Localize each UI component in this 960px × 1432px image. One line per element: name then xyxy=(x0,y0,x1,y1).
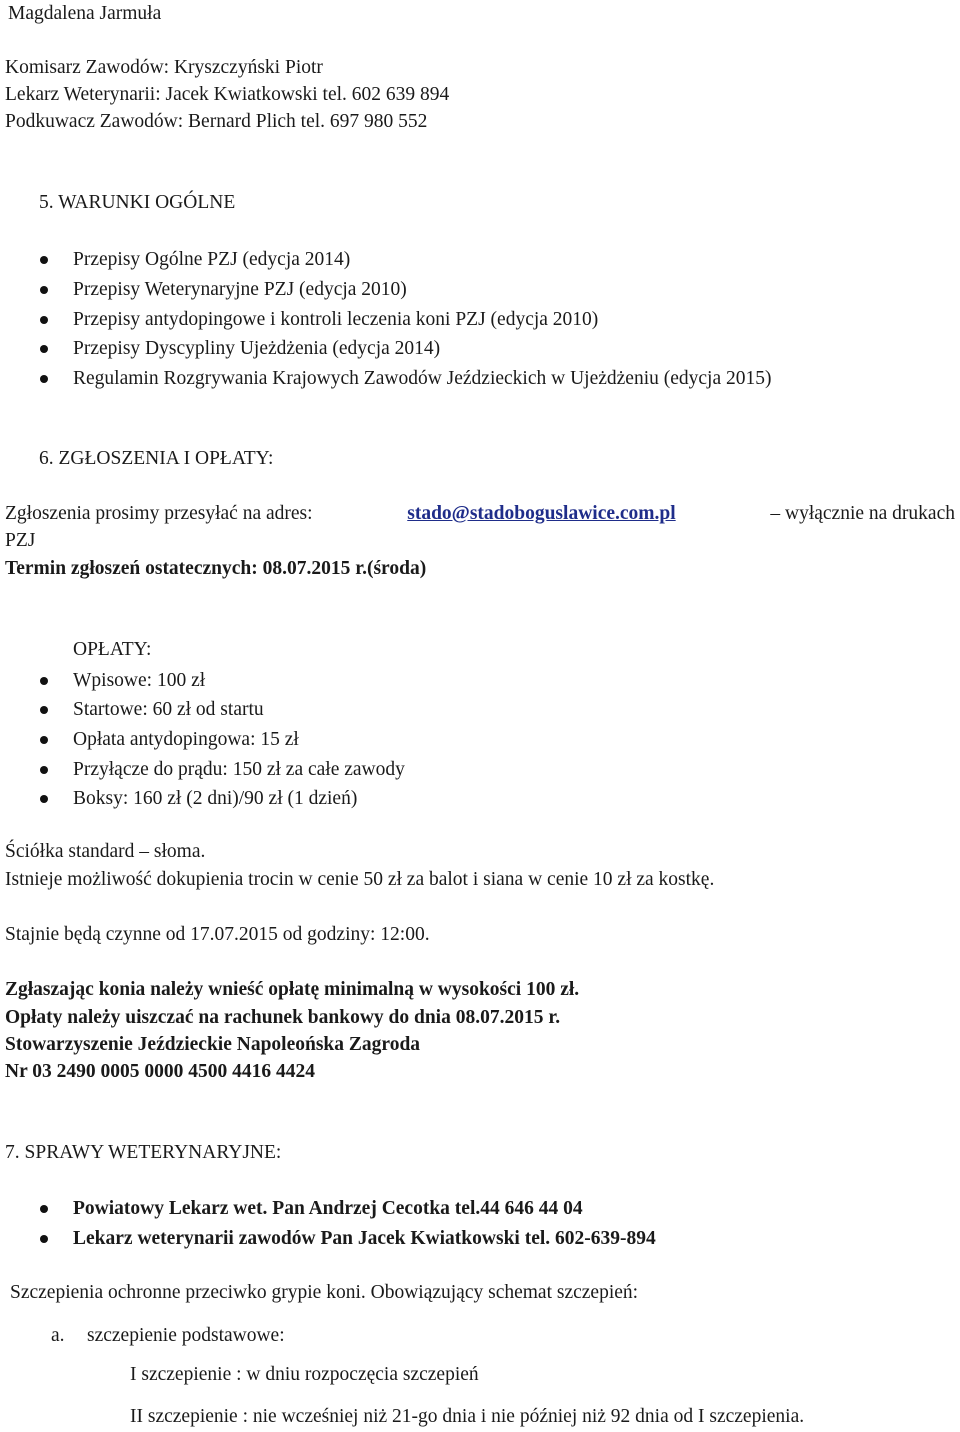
bullet-icon xyxy=(40,316,48,324)
bullet-icon xyxy=(40,375,48,383)
vaccination-text: Szczepienia ochronne przeciwko grypie koni. Obowiązujący schemat szczepień: xyxy=(10,1282,639,1303)
bullet-icon xyxy=(40,736,48,744)
entries-line xyxy=(5,502,955,526)
list-item: Przepisy Dyscypliny Ujeżdżenia (edycja 2014) xyxy=(73,338,441,359)
basic-vaccination-title: szczepienie podstawowe: xyxy=(87,1325,285,1346)
first-dose-text: I szczepienie : w dniu rozpoczęcia szczepień xyxy=(130,1364,479,1385)
list-item: Opłata antydopingowa: 15 zł xyxy=(73,729,299,750)
list-item: Wpisowe: 100 zł xyxy=(73,670,206,691)
list-item: Przyłącze do prądu: 150 zł za całe zawody xyxy=(73,759,405,780)
bullet-icon xyxy=(40,766,48,774)
bank-account-number: Nr 03 2490 0005 0000 4500 4416 4424 xyxy=(5,1061,316,1082)
vet-line: Lekarz Weterynarii: Jacek Kwiatkowski tel. 602 639 894 xyxy=(5,84,450,105)
extra-purchase-text: Istnieje możliwość dokupienia trocin w cenie 50 zł za balot i siana w cenie 10 zł za kostkę. xyxy=(5,869,715,890)
bullet-icon xyxy=(40,1235,48,1243)
commissioner-line: Komisarz Zawodów: Kryszczyński Piotr xyxy=(5,57,323,78)
entries-prefix: Zgłoszenia prosimy przesyłać na adres: xyxy=(5,503,313,524)
entries-deadline: Termin zgłoszeń ostatecznych: 08.07.2015 r.(środa) xyxy=(5,558,427,579)
list-item: Powiatowy Lekarz wet. Pan Andrzej Cecotka tel.44 646 44 04 xyxy=(73,1198,583,1219)
list-item: Przepisy Ogólne PZJ (edycja 2014) xyxy=(73,249,351,270)
list-item: Regulamin Rozgrywania Krajowych Zawodów Jeździeckich w Ujeżdżeniu (edycja 2015) xyxy=(73,368,772,389)
section-5-title: 5. WARUNKI OGÓLNE xyxy=(39,192,236,213)
list-item: Lekarz weterynarii zawodów Pan Jacek Kwiatkowski tel. 602-639-894 xyxy=(73,1228,656,1249)
bullet-icon xyxy=(40,286,48,294)
bullet-icon xyxy=(40,706,48,714)
farrier-line: Podkuwacz Zawodów: Bernard Plich tel. 697 980 552 xyxy=(5,111,428,132)
section-6-title: 6. ZGŁOSZENIA I OPŁATY: xyxy=(39,448,274,469)
bullet-icon xyxy=(40,256,48,264)
bedding-text: Ściółka standard – słoma. xyxy=(5,841,206,862)
bullet-icon xyxy=(40,345,48,353)
email-link[interactable]: stado@stadoboguslawice.com.pl xyxy=(407,503,676,524)
bullet-icon xyxy=(40,677,48,685)
sub-list-label: a. xyxy=(51,1325,65,1346)
list-item: Startowe: 60 zł od startu xyxy=(73,699,264,720)
entries-suffix: – wyłącznie na drukach xyxy=(770,503,955,524)
account-holder: Stowarzyszenie Jeździeckie Napoleońska Zagroda xyxy=(5,1034,421,1055)
bullet-icon xyxy=(40,1205,48,1213)
author-name: Magdalena Jarmuła xyxy=(8,3,162,24)
bullet-icon xyxy=(40,795,48,803)
fees-title: OPŁATY: xyxy=(73,639,152,660)
list-item: Boksy: 160 zł (2 dni)/90 zł (1 dzień) xyxy=(73,788,358,809)
section-7-title: 7. SPRAWY WETERYNARYJNE: xyxy=(5,1142,282,1163)
minimum-payment-text: Zgłaszając konia należy wnieść opłatę minimalną w wysokości 100 zł. xyxy=(5,979,580,1000)
stables-open-text: Stajnie będą czynne od 17.07.2015 od godziny: 12:00. xyxy=(5,924,430,945)
list-item: Przepisy antydopingowe i kontroli leczenia koni PZJ (edycja 2010) xyxy=(73,309,599,330)
entries-continuation: PZJ xyxy=(5,530,36,551)
payment-deadline-text: Opłaty należy uiszczać na rachunek bankowy do dnia 08.07.2015 r. xyxy=(5,1007,561,1028)
second-dose-text: II szczepienie : nie wcześniej niż 21-go dnia i nie później niż 92 dnia od I szczepienia. xyxy=(130,1406,805,1427)
list-item: Przepisy Weterynaryjne PZJ (edycja 2010) xyxy=(73,279,407,300)
